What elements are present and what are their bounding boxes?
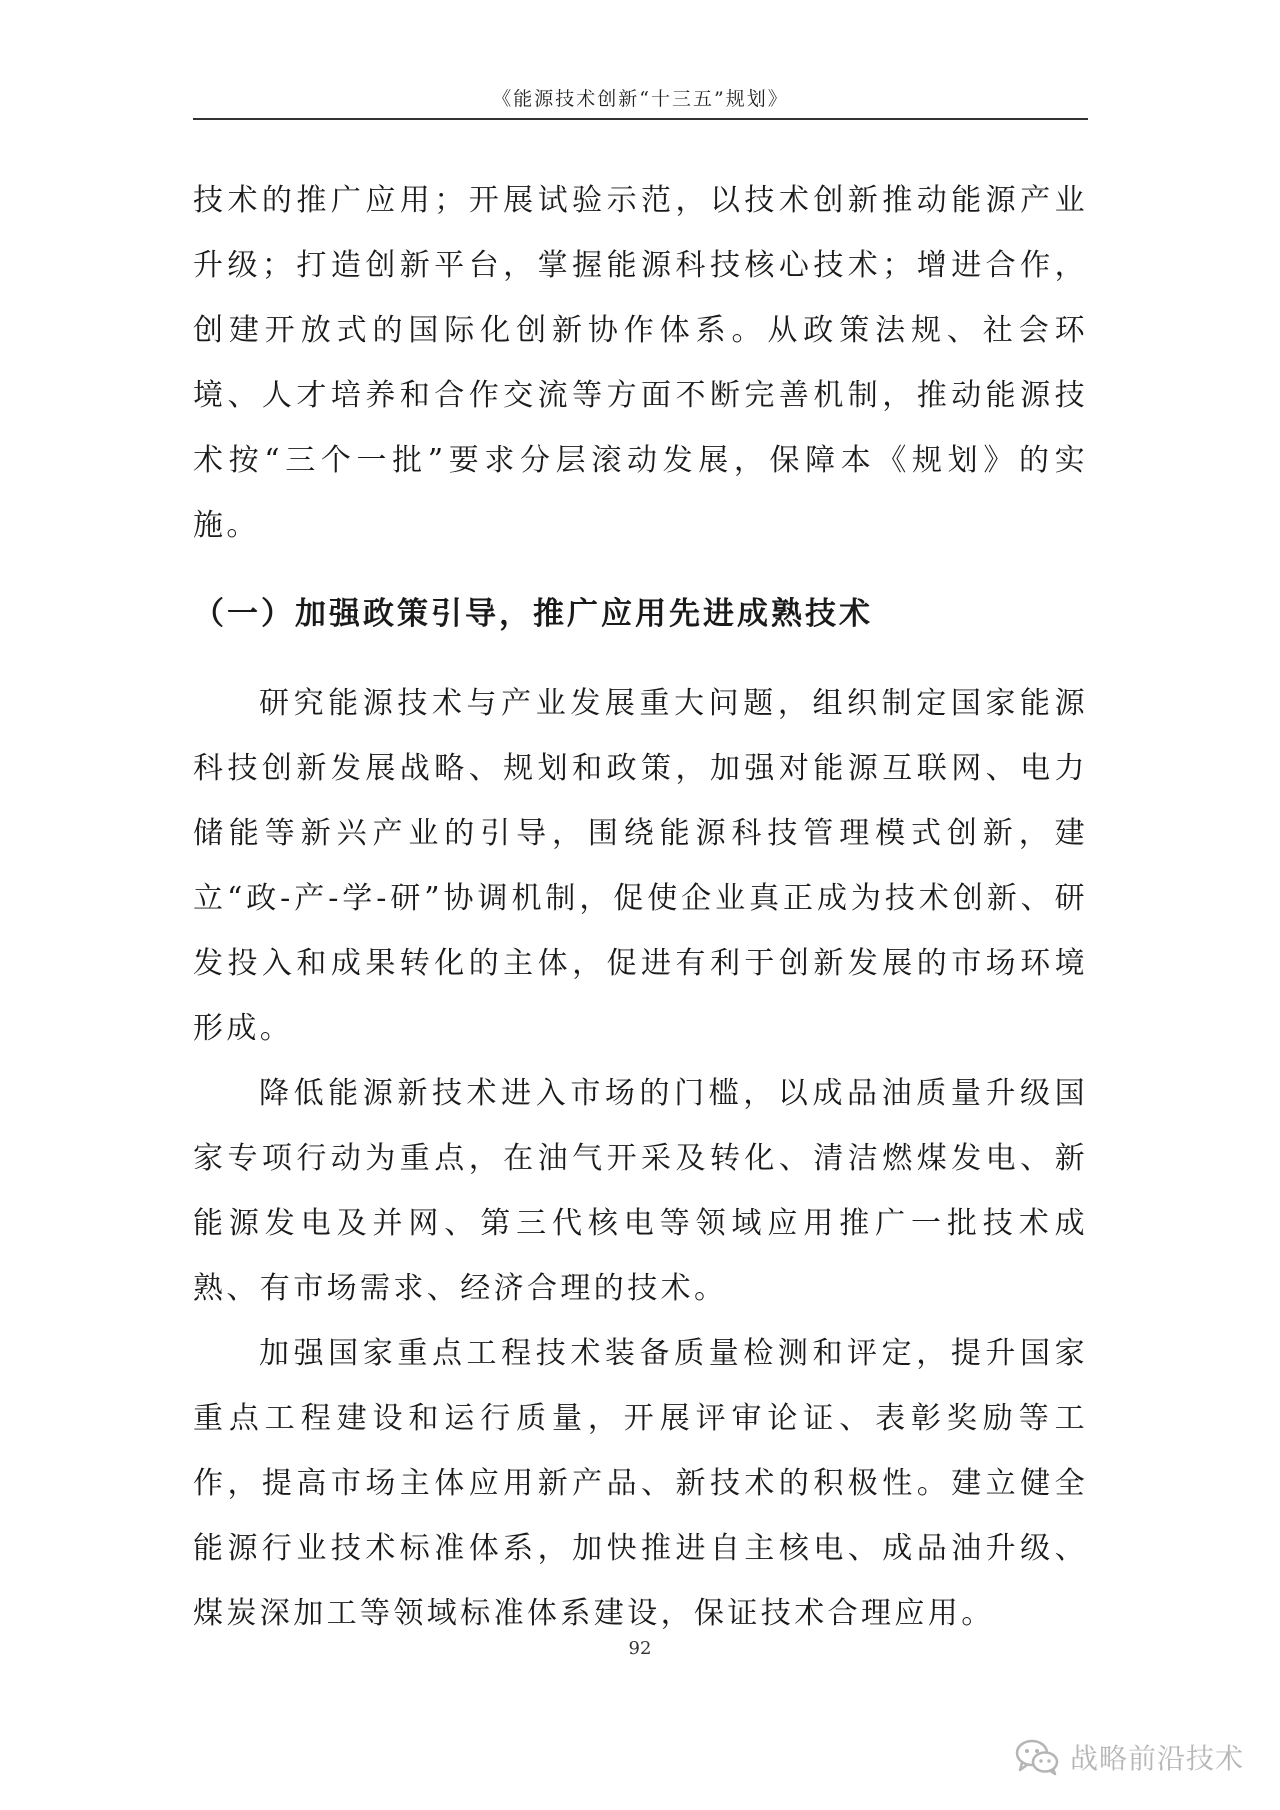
watermark-text: 战略前沿技术	[1069, 1742, 1244, 1775]
continued-paragraph: 技术的推广应用；开展试验示范，以技术创新推动能源产业升级；打造创新平台，掌握能源科技核心技术；增进合作，创建开放式的国际化创新协作体系。从政策法规、社会环境、人才培养和合作交流等方面不断完善机制，推动能源技术按“三个一批”要求分层滚动发展，保障本《规划》的实施。	[193, 183, 1088, 543]
running-header: 《能源技术创新“十三五”规划》	[492, 88, 789, 110]
header-rule	[193, 118, 1088, 120]
page-number: 92	[628, 1638, 652, 1659]
wechat-icon	[1014, 1737, 1060, 1777]
watermark	[1014, 1735, 1244, 1779]
body-paragraph-2: 降低能源新技术进入市场的门槛，以成品油质量升级国家专项行动为重点，在油气开采及转化、清洁燃煤发电、新能源发电及并网、第三代核电等领域应用推广一批技术成熟、有市场需求、经济合理的技术。	[193, 1076, 1088, 1306]
body-paragraph-1: 研究能源技术与产业发展重大问题，组织制定国家能源科技创新发展战略、规划和政策，加强对能源互联网、电力储能等新兴产业的引导，围绕能源科技管理模式创新，建立“政-产-学-研”协调机制，促使企业真正成为技术创新、研发投入和成果转化的主体，促进有利于创新发展的市场环境形成。	[193, 686, 1088, 1046]
body-paragraph-3: 加强国家重点工程技术装备质量检测和评定，提升国家重点工程建设和运行质量，开展评审论证、表彰奖励等工作，提高市场主体应用新产品、新技术的积极性。建立健全能源行业技术标准体系，加快推进自主核电、成品油升级、煤炭深加工等领域标准体系建设，保证技术合理应用。	[193, 1336, 1088, 1631]
section-heading: （一）加强政策引导，推广应用先进成熟技术	[193, 596, 873, 632]
page-body	[193, 168, 1088, 1646]
